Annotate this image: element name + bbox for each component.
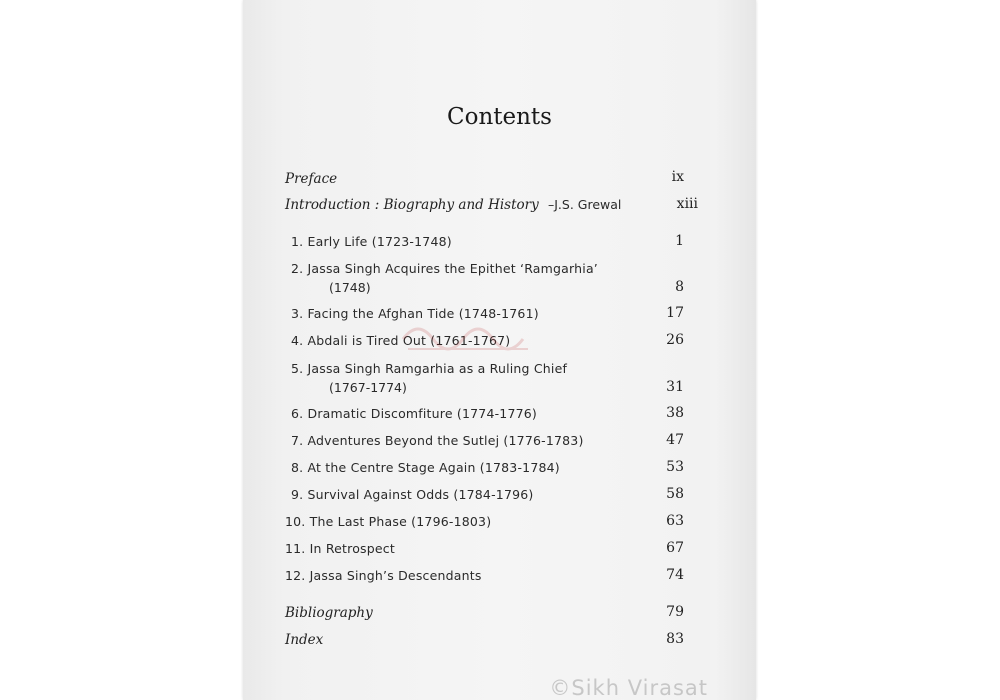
toc-page-chapter-6: 38 xyxy=(666,405,684,421)
toc-entry-introduction: Introduction : Biography and History xyxy=(285,197,539,213)
watermark-logo-icon xyxy=(393,314,543,364)
toc-chapter-12: 12. Jassa Singh’s Descendants xyxy=(285,568,482,583)
toc-page-chapter-10: 63 xyxy=(666,513,684,529)
toc-page-chapter-8: 53 xyxy=(666,459,684,475)
toc-page-index: 83 xyxy=(666,631,684,647)
toc-page-chapter-5: 31 xyxy=(666,379,684,395)
toc-chapter-1: 1. Early Life (1723-1748) xyxy=(291,234,452,249)
toc-chapter-2-continuation: (1748) xyxy=(329,280,371,295)
toc-chapter-10: 10. The Last Phase (1796-1803) xyxy=(285,514,492,529)
toc-chapter-3: 3. Facing the Afghan Tide (1748-1761) xyxy=(291,306,539,321)
toc-page-preface: ix xyxy=(671,169,684,185)
page-title: Contents xyxy=(447,104,552,130)
toc-chapter-11: 11. In Retrospect xyxy=(285,541,395,556)
toc-introduction-author: –J.S. Grewal xyxy=(548,197,622,212)
toc-chapter-5-continuation: (1767-1774) xyxy=(329,380,407,395)
toc-page-chapter-11: 67 xyxy=(666,540,684,556)
toc-chapter-6: 6. Dramatic Discomfiture (1774-1776) xyxy=(291,406,537,421)
toc-entry-preface: Preface xyxy=(285,171,338,187)
toc-page-introduction: xiii xyxy=(676,196,698,212)
toc-chapter-2: 2. Jassa Singh Acquires the Epithet ‘Ramgarhia’ xyxy=(291,261,598,276)
toc-page-chapter-3: 17 xyxy=(666,305,684,321)
toc-chapter-4: 4. Abdali is Tired Out (1761-1767) xyxy=(291,333,511,348)
toc-entry-bibliography: Bibliography xyxy=(285,605,373,621)
toc-page-chapter-12: 74 xyxy=(666,567,684,583)
toc-page-bibliography: 79 xyxy=(666,604,684,620)
toc-page-chapter-2: 8 xyxy=(675,279,684,295)
toc-chapter-8: 8. At the Centre Stage Again (1783-1784) xyxy=(291,460,560,475)
toc-page-chapter-4: 26 xyxy=(666,332,684,348)
toc-chapter-9: 9. Survival Against Odds (1784-1796) xyxy=(291,487,534,502)
toc-entry-index: Index xyxy=(285,632,324,648)
toc-chapter-5: 5. Jassa Singh Ramgarhia as a Ruling Chief xyxy=(291,361,568,376)
toc-page-chapter-1: 1 xyxy=(675,233,684,249)
toc-page-chapter-9: 58 xyxy=(666,486,684,502)
watermark-text: ©Sikh Virasat xyxy=(549,676,708,700)
book-page xyxy=(243,0,756,700)
toc-chapter-7: 7. Adventures Beyond the Sutlej (1776-1783) xyxy=(291,433,584,448)
toc-page-chapter-7: 47 xyxy=(666,432,684,448)
